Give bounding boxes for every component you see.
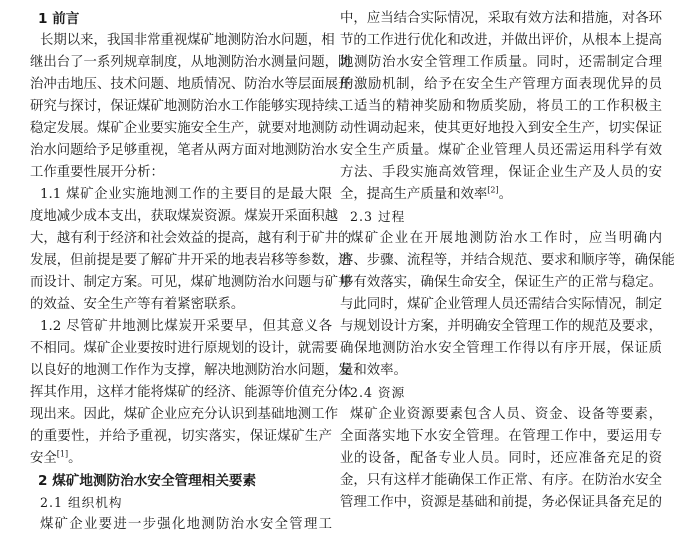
paragraph-line (30, 118, 338, 140)
line-text: 中，应当结合实际情况，采取有效方法和措施，对各环 (340, 11, 662, 26)
line-text: 1.2 尽管矿井地测比煤炭开采要早，但其意义各 (40, 319, 332, 334)
line-text: 以良好的地测工作作为支撑，解决地测防治水问题，发 (30, 363, 352, 378)
line-text: 而设计、制定方案。可见，煤矿地测防治水问题与矿井 (30, 275, 352, 290)
line-text: 业的设备，配备专业人员。同时，还应准备充足的资 (340, 451, 662, 466)
paragraph-line (340, 162, 662, 184)
paragraph-line (40, 184, 332, 206)
paragraph-line (30, 338, 338, 360)
paragraph-line (340, 140, 662, 162)
paragraph-line (340, 272, 662, 294)
paragraph-line (30, 360, 352, 382)
paragraph-line (30, 272, 352, 294)
paragraph-line (350, 228, 662, 250)
citation-ref: [2] (487, 185, 499, 195)
line-text: 与此同时，煤矿企业管理人员还需结合实际情况，制定 (340, 297, 662, 312)
line-text: 地测防治水安全管理工作质量。同时，还需制定合理 (340, 55, 662, 70)
paragraph-line (340, 52, 662, 74)
line-text: 2.1 组织机构 (40, 495, 123, 510)
line-text: 节的工作进行优化和改进，并做出评价，从根本上提高 (340, 33, 662, 48)
line-text: 动性调动起来，使其更好地投入到安全生产，切实保证 (340, 121, 662, 136)
paragraph-line (340, 448, 662, 470)
line-text: 2.4 资源 (350, 385, 406, 400)
paragraph-line (30, 228, 352, 250)
paragraph-line (340, 8, 662, 30)
line-text: 安全 (30, 451, 57, 466)
line-text: 容、步骤、流程等，并结合规范、要求和顺序等，确保能 (340, 253, 675, 268)
line-text: 1 前言 (38, 11, 80, 27)
paragraph-line (30, 448, 82, 470)
paragraph-line (340, 316, 662, 338)
line-text: 煤矿企业资源要素包含人员、资金、设备等要素， (350, 407, 662, 422)
line-text: 工适当的精神奖励和物质奖励，将员工的工作积极主 (340, 99, 662, 114)
paragraph-line (30, 74, 352, 96)
line-text: 与规划设计方案，并明确安全管理工作的规范及要求， (340, 319, 662, 334)
line-text: 稳定发展。煤矿企业要实施安全生产，就要对地测防 (30, 121, 338, 136)
paragraph-line (30, 140, 338, 162)
paragraph-line (40, 514, 332, 536)
line-tail: 。 (68, 451, 82, 466)
line-text: 发展，但前提是要了解矿井开采的地表岩移等参数，进 (30, 253, 352, 268)
line-text: 煤矿企业要进一步强化地测防治水安全管理工 (40, 517, 332, 532)
line-text: 全，提高生产质量和效率 (340, 187, 488, 202)
section-heading (38, 8, 79, 30)
line-text: 的重要性，并给予重视，切实落实，保证煤矿生产 (30, 429, 332, 444)
paragraph-line (30, 382, 352, 404)
line-tail: 。 (498, 187, 513, 202)
section-heading (38, 470, 256, 492)
line-text: 大，越有利于经济和社会效益的提高，越有利于矿井的 (30, 231, 352, 246)
paragraph-line (340, 74, 662, 96)
paragraph-line (340, 426, 662, 448)
line-text: 的效益、安全生产等有着紧密联系。 (30, 297, 245, 312)
subsection-heading (40, 492, 122, 514)
paragraph-line (340, 492, 662, 514)
line-text: 的激励机制，给予在安全生产管理方面表现优异的员 (340, 77, 662, 92)
line-text: 方法、手段实施高效管理，保证企业生产及人员的安 (340, 165, 662, 180)
paragraph-line (340, 338, 662, 360)
paragraph-line (340, 96, 662, 118)
paragraph-line (30, 96, 352, 118)
line-text: 工作重要性展开分析： (30, 165, 164, 180)
paragraph-line (340, 118, 662, 140)
paragraph-line (30, 294, 244, 316)
line-text: 金，只有这样才能确保工作正常、有序。在防治水安全 (340, 473, 662, 488)
line-text: 管理工作中，资源是基础和前提，务必保证具备充足的 (340, 495, 662, 510)
line-text: 1.1 煤矿企业实施地测工作的主要目的是最大限 (40, 187, 332, 202)
paragraph-line (30, 52, 352, 74)
paragraph-line (340, 294, 662, 316)
line-text: 现出来。因此，煤矿企业应充分认识到基础地测工作 (30, 407, 338, 422)
line-text: 研究与探讨，保证煤矿地测防治水工作能够实现持续、 (30, 99, 352, 114)
subsection-heading (350, 382, 405, 404)
paragraph-line (40, 30, 335, 52)
paragraph-line (30, 250, 352, 272)
line-text: 2.3 过程 (350, 209, 406, 224)
paragraph-line (340, 30, 662, 52)
citation-ref: [1] (56, 449, 69, 459)
line-text: 够有效落实，确保生命安全，保证生产的正常与稳定。 (340, 275, 662, 290)
paragraph-line (40, 316, 332, 338)
line-text: 确保地测防治水安全管理工作得以有序开展，保证质 (340, 341, 662, 356)
line-text: 全面落实地下水安全管理。在管理工作中，要运用专 (340, 429, 662, 444)
paragraph-line (30, 162, 164, 184)
paragraph-line (30, 206, 338, 228)
line-text: 煤矿企业在开展地测防治水工作时，应当明确内 (350, 231, 662, 246)
paragraph-line (340, 470, 662, 492)
paragraph-line (30, 404, 338, 426)
line-text: 量和效率。 (340, 363, 407, 378)
paragraph-line (340, 250, 675, 272)
line-text: 长期以来，我国非常重视煤矿地测防治水问题，相 (40, 33, 335, 48)
paragraph-line (30, 426, 332, 448)
line-text: 治水问题给予足够重视，笔者从两方面对地测防治水 (30, 143, 338, 158)
line-text: 治冲击地压、技术问题、地质情况、防治水等层面展开 (30, 77, 352, 92)
line-text: 继出台了一系列规章制度，从地测防治水测量问题，防 (30, 55, 352, 70)
paragraph-line (350, 404, 662, 426)
subsection-heading (350, 206, 405, 228)
line-text: 不相同。煤矿企业要按时进行原规划的设计，就需要 (30, 341, 338, 356)
line-text: 2 煤矿地测防治水安全管理相关要素 (38, 473, 257, 489)
line-text: 度地减少成本支出，获取煤炭资源。煤炭开采面积越 (30, 209, 338, 224)
line-text: 挥其作用，这样才能将煤矿的经济、能源等价值充分体 (30, 385, 352, 400)
paragraph-line (340, 184, 512, 206)
paragraph-line (340, 360, 407, 382)
line-text: 安全生产质量。煤矿企业管理人员还需运用科学有效 (340, 143, 662, 158)
